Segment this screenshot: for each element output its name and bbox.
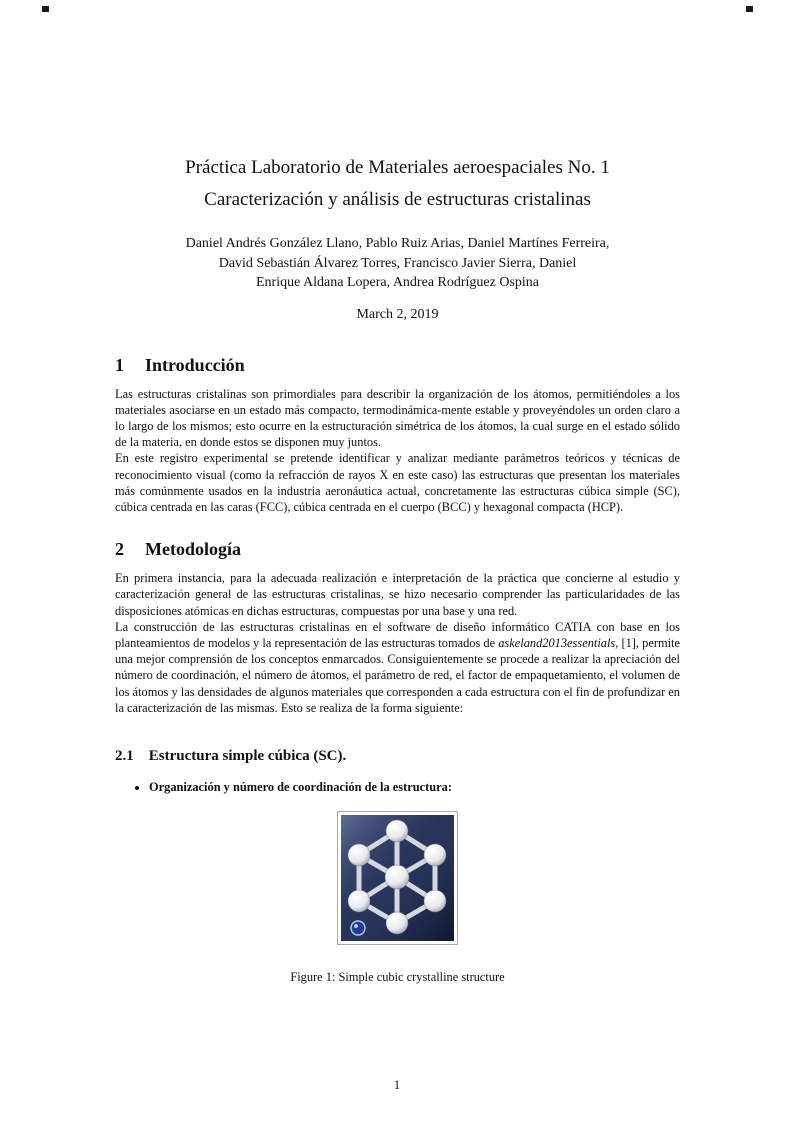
metodologia-paragraph-2-continuation: , [1], permite una mejor comprensión de los conceptos enmarcados. Consiguientemente se procede a realizar la apreciación del número de coordinación, el número de átomos, el parámetro de red, el factor de empaquetamiento, el volumen de los átomos y las densidades de algunos materiales que corresponden a cada estructura con el fin de profundizar en la caracterización de las mismas. Esto se realiza de la forma siguiente: [115,635,680,715]
citation-source-name: askeland2013essentials [498,635,616,650]
bullet-item [149,779,680,795]
section-1-number: 1 [115,354,124,375]
crop-mark-right [746,6,753,12]
metodologia-paragraph-2 [115,619,680,716]
subsection-2-1-title: Estructura simple cúbica (SC). [148,747,347,764]
subsection-2-1-heading [115,746,680,766]
photo-logo-mark [351,921,365,935]
section-1-heading [115,353,680,377]
bullet-list [115,779,680,795]
section-2-heading [115,537,680,561]
figure-1-photo-frame [337,811,458,945]
author-block [115,234,680,293]
author-line-2: David Sebastián Álvarez Torres, Francisco Javier Sierra, Daniel [218,255,577,271]
intro-paragraph-2: En este registro experimental se pretende identificar y analizar mediante parámetros teóricos y técnicas de reconocimiento visual (como la refracción de rayos X en este caso) las estructuras que presentan los materiales más comúnmente usados en la industria aeronáutica actual, concretamente las estructuras cúbica simple (SC), cúbica centrada en las caras (FCC), cúbica centrada en el cuerpo (BCC) y hexagonal compacta (HCP). [115,451,680,514]
metodologia-paragraph-2-text: La construcción de las estructuras cristalinas en el software de diseño informático CATIA con base en los planteamientos de modelos y la representación de las estructuras tomados de [115,619,680,650]
figure-1-caption: Figure 1: Simple cubic crystalline structure [290,970,505,985]
document-title [115,152,680,216]
subsection-2-1-number: 2.1 [115,747,134,764]
crystal-structure-photo [341,815,454,941]
metodologia-paragraph-1: En primera instancia, para la adecuada realización e interpretación de la práctica que concierne al estudio y caracterización general de las estructuras cristalinas, se hizo necesario comprender las particularidades de las disposiciones atómicas en dichas estructuras, compuestas por una base y una red. [115,571,680,618]
intro-paragraph-1: Las estructuras cristalinas son primordiales para describir la organización de los átomos, permitiéndoles a los materiales asociarse en un estado más compacto, termodinámica-mente estable y proveyéndoles un orden claro a lo largo de los mismos; esto ocurre en la estructuración simétrica de los átomos, la cual surge en el estado sólido de la materia, en donde estos se disponen muy juntos. [115,386,680,450]
title-line-1: Práctica Laboratorio de Materiales aeroespaciales No. 1 [185,157,610,178]
section-2-title: Metodología [145,539,241,560]
author-line-3: Enrique Aldana Lopera, Andrea Rodríguez Ospina [255,275,540,290]
crop-mark-left [42,6,49,12]
page-number: 1 [393,1078,401,1092]
document-date: March 2, 2019 [356,306,439,322]
section-2-number: 2 [115,539,124,560]
section-1-title: Introducción [145,354,245,375]
author-line-1: Daniel Andrés González Llano, Pablo Ruiz Arias, Daniel Martínes Ferreira, [185,236,610,251]
title-line-2: Caracterización y análisis de estructuras cristalinas [204,189,591,210]
figure-1 [115,811,680,985]
bullet-item-label: Organización y número de coordinación de la estructura: [149,779,452,794]
